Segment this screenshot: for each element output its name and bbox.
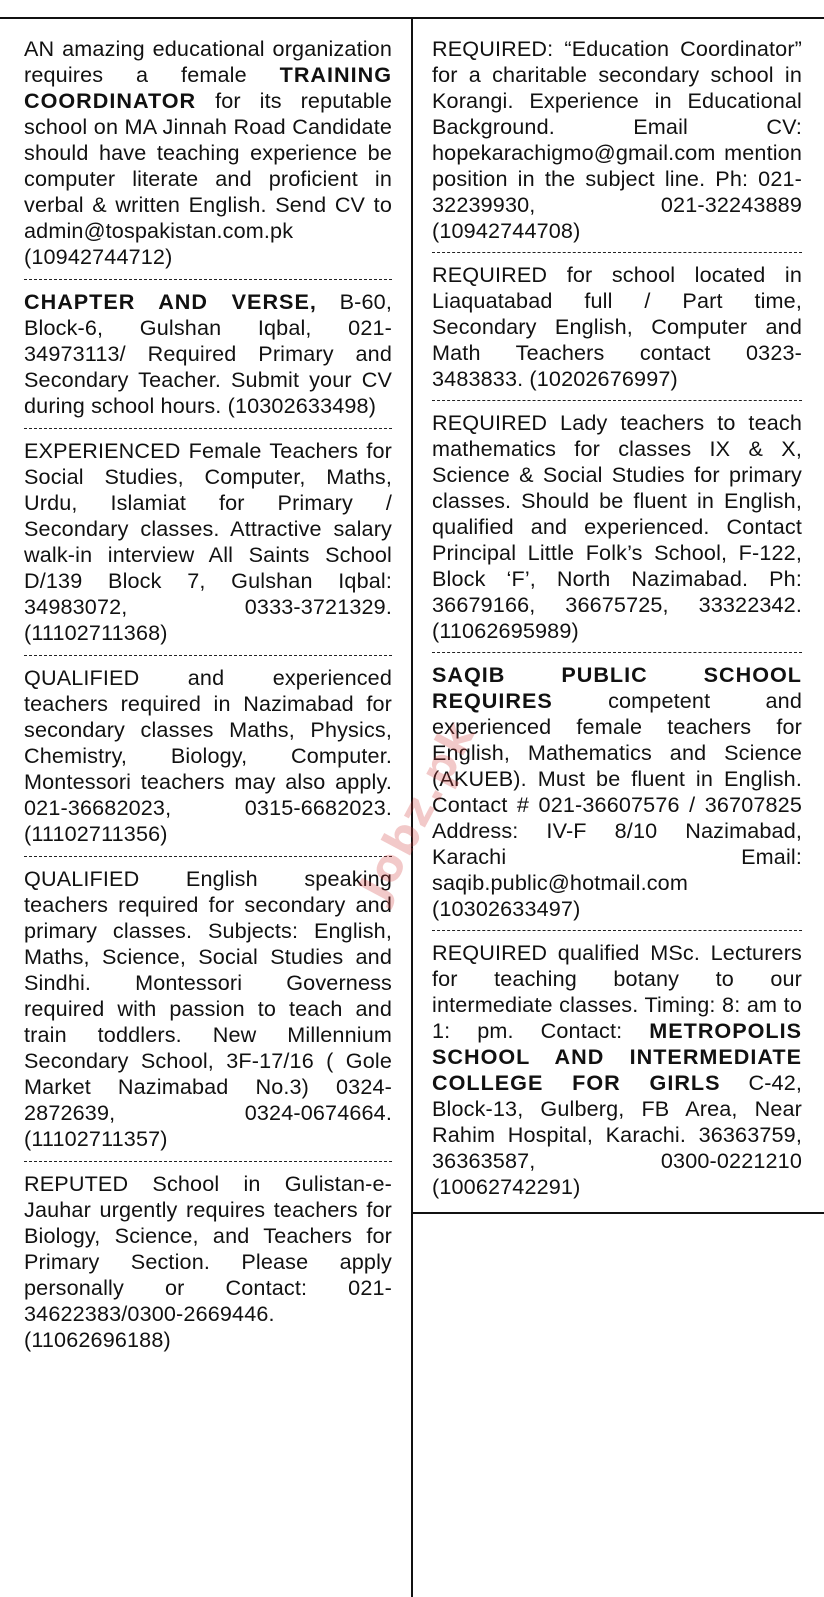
- ad-separator: [24, 655, 392, 656]
- watermark: Jobz.pk: [349, 712, 486, 909]
- ad-separator: [432, 652, 802, 653]
- ad-saqib-public-school: SAQIB PUBLIC SCHOOL REQUIRES competent and experienced female teachers for English, Mathematics and Science (AKUEB). Must be fluent in English. Contact # 021-36607576 / 36707825 Address: IV-F 8/10 Nazimabad, Karachi Email: saqib.public@hotmail.com (10302633497): [432, 662, 802, 921]
- left-column: [24, 36, 392, 1353]
- right-column: [432, 36, 802, 1200]
- ad-separator: [432, 930, 802, 931]
- ad-new-millennium-school: QUALIFIED English speaking teachers required for secondary and primary classes. Subjects: English, Maths, Science, Social Studies and Sindhi. Montessori Governess required with passion to teach and train toddlers. New Millennium Secondary School, 3F-17/16 ( Gole Market Nazimabad No.3) 0324-2872639, 0324-0674664. (11102711357): [24, 866, 392, 1151]
- ad-separator: [24, 279, 392, 280]
- ad-separator: [432, 400, 802, 401]
- ad-nazimabad-teachers: QUALIFIED and experienced teachers required in Nazimabad for secondary classes Maths, Physics, Chemistry, Biology, Computer. Montessori teachers may also apply. 021-36682023, 0315-6682023. (11102711356): [24, 665, 392, 846]
- ad-liaquatabad-school: REQUIRED for school located in Liaquatabad full / Part time, Secondary English, Computer and Math Teachers contact 0323-3483833. (10202676997): [432, 262, 802, 391]
- ad-separator: [24, 428, 392, 429]
- ad-separator: [24, 1161, 392, 1162]
- ad-training-coordinator: AN amazing educational organization requires a female TRAINING COORDINATOR for its reputable school on MA Jinnah Road Candidate should have teaching experience be computer literate and proficient in verbal & written English. Send CV to admin@tospakistan.com.pk (10942744712): [24, 36, 392, 269]
- ad-separator: [432, 252, 802, 253]
- ad-metropolis-school: REQUIRED qualified MSc. Lecturers for teaching botany to our intermediate classes. Timing: 8: am to 1: pm. Contact: METROPOLIS SCHOOL AND INTERMEDIATE COLLEGE FOR GIRLS C-42, Block-13, Gulberg, FB Area, Near Rahim Hospital, Karachi. 36363759, 36363587, 0300-0221210 (10062742291): [432, 940, 803, 1199]
- ad-experienced-female-teachers: EXPERIENCED Female Teachers for Social Studies, Computer, Maths, Urdu, Islamiat for Primary / Secondary classes. Attractive salary walk-in interview All Saints School D/139 Block 7, Gulshan Iqbal: 34983072, 0333-3721329. (11102711368): [24, 438, 392, 645]
- ad-separator: [24, 856, 392, 857]
- right-column-end-rule: [411, 1212, 824, 1214]
- ad-education-coordinator: REQUIRED: “Education Coordinator” for a charitable secondary school in Korangi. Experience in Educational Background. Email CV: hopekarachigmo@gmail.com mention position in the subject line. Ph: 021-32239930, 021-32243889 (10942744708): [432, 36, 802, 243]
- ad-little-folks-school: REQUIRED Lady teachers to teach mathematics for classes IX & X, Science & Social Studies for primary classes. Should be fluent in English, qualified and experienced. Contact Principal Little Folk’s School, F-122, Block ‘F’, North Nazimabad. Ph: 36679166, 36675725, 33322342. (11062695989): [432, 410, 802, 643]
- ad-gulistan-e-jauhar-school: REPUTED School in Gulistan-e-Jauhar urgently requires teachers for Biology, Science, and Teachers for Primary Section. Please apply personally or Contact: 021-34622383/0300-2669446. (11062696188): [24, 1171, 392, 1352]
- ad-chapter-and-verse: CHAPTER AND VERSE, B-60, Block-6, Gulshan Iqbal, 021-34973113/ Required Primary and Secondary Teacher. Submit your CV during school hours. (10302633498): [24, 289, 392, 418]
